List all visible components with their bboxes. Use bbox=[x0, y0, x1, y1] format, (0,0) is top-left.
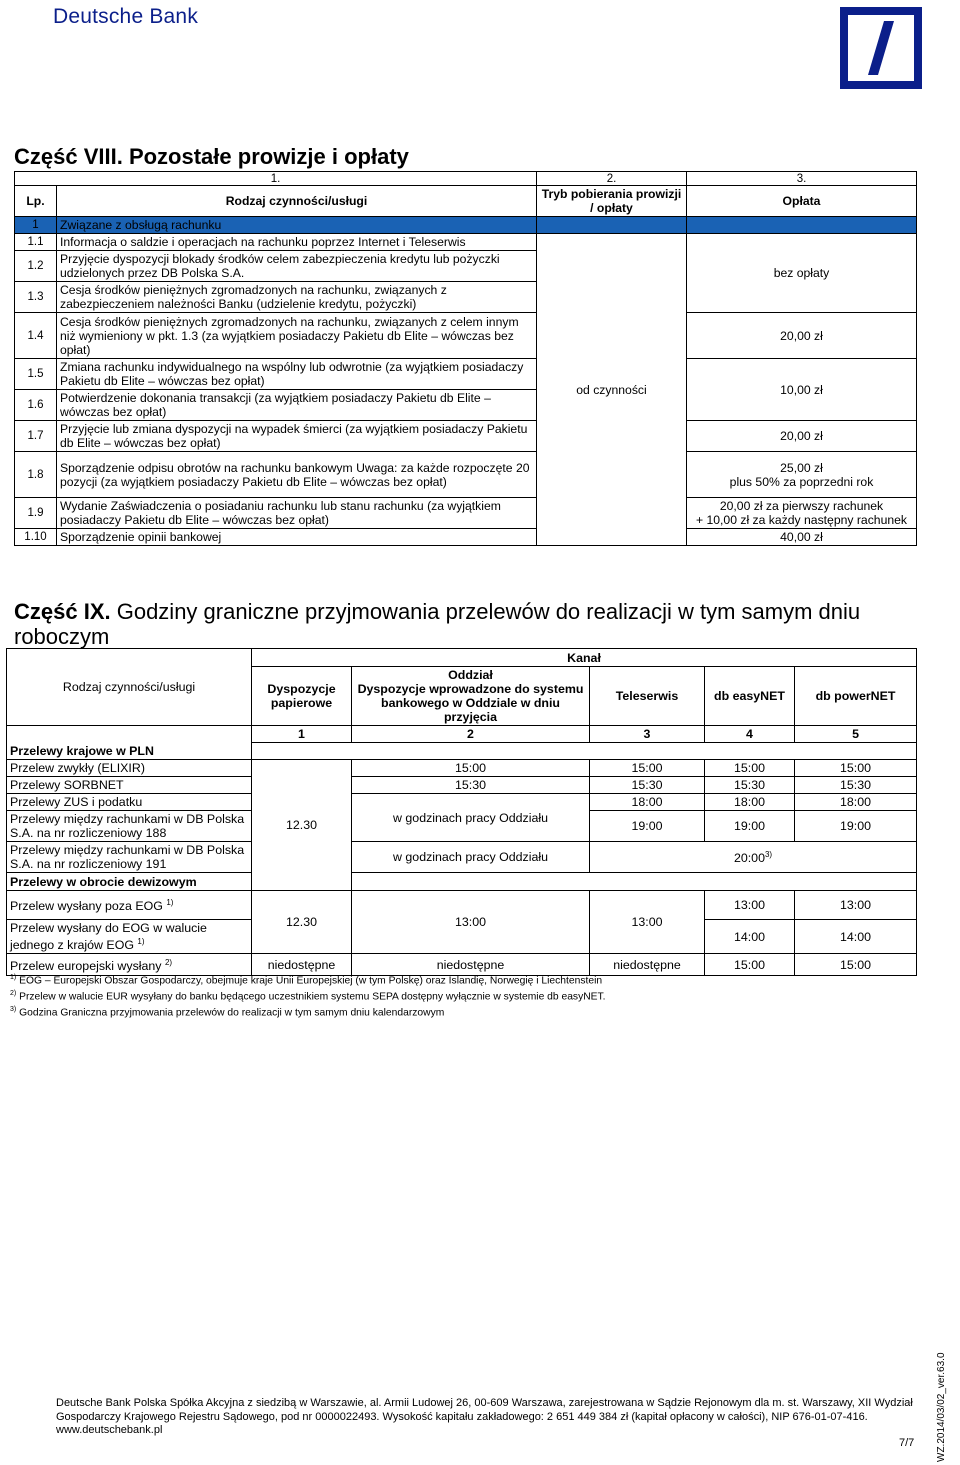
row-lp: 1.4 bbox=[15, 313, 57, 359]
time-cell: 19:00 bbox=[705, 811, 795, 842]
row-lp: 1.7 bbox=[15, 421, 57, 452]
col-num-2: 2. bbox=[537, 172, 687, 186]
table-row bbox=[15, 452, 917, 498]
header-branch-title: Oddział bbox=[448, 668, 493, 682]
row-label: Przelew europejski wysłany $^{2)}$ bbox=[7, 954, 252, 976]
table-row bbox=[15, 234, 917, 251]
cutoff-table bbox=[6, 648, 917, 976]
row-label: Przelew zwykły (ELIXIR) bbox=[7, 760, 252, 777]
fee-value: 40,00 zł bbox=[687, 529, 917, 546]
row-lp: 1.5 bbox=[15, 359, 57, 390]
fee-value: bez opłaty bbox=[687, 234, 917, 313]
header-branch-desc: Dyspozycje wprowadzone do systemu bankowego w Oddziale w dniu przyjęcia bbox=[357, 682, 584, 724]
paper-time: 12.30 bbox=[252, 760, 352, 891]
time-cell: 15:00 bbox=[705, 954, 795, 976]
time-cell: 14:00 bbox=[705, 920, 795, 954]
header-mode: Tryb pobierania prowizji / opłaty bbox=[537, 186, 687, 217]
table-row bbox=[7, 777, 917, 794]
footer-link[interactable]: www.deutschebank.pl bbox=[56, 1424, 163, 1436]
time-cell: 18:00 bbox=[705, 794, 795, 811]
table-row bbox=[15, 359, 917, 390]
group-name: Związane z obsługą rachunku bbox=[57, 217, 537, 234]
section-9-title-rest: Godziny graniczne przyjmowania przelewów do realizacji w tym samym dniu roboczym bbox=[14, 599, 861, 649]
row-label: Przelewy ZUS i podatku bbox=[7, 794, 252, 811]
section-9-title-lead: Część IX. bbox=[14, 599, 111, 624]
time-cell: 18:00 bbox=[590, 794, 705, 811]
row-name: Przyjęcie lub zmiana dyspozycji na wypadek śmierci (za wyjątkiem posiadaczy Pakietu db Elite – wówczas bez opłat) bbox=[57, 421, 537, 452]
time-cell: 15:00 bbox=[590, 760, 705, 777]
header-name: Rodzaj czynności/usługi bbox=[57, 186, 537, 217]
col-num: 5 bbox=[795, 726, 917, 743]
header-service: Rodzaj czynności/usługi bbox=[7, 649, 252, 726]
footnotes bbox=[10, 972, 606, 1020]
table-row bbox=[15, 529, 917, 546]
row-lp: 1.1 bbox=[15, 234, 57, 251]
row-lp: 1.3 bbox=[15, 282, 57, 313]
row-lp: 1.10 bbox=[15, 529, 57, 546]
footer-line: Gospodarczy Krajowego Rejestru Sądowego, pod nr 0000022493. Wysokość kapitału zakładowego: 2 651 449 384 zł (kapitał opłacony w całości), NIP 676-01-07-416. bbox=[56, 1410, 868, 1423]
time-cell: 15:00 bbox=[795, 760, 917, 777]
fee-value bbox=[687, 452, 917, 498]
time-cell: 15:30 bbox=[705, 777, 795, 794]
header-lp: Lp. bbox=[15, 186, 57, 217]
fee-value: 20,00 zł bbox=[687, 421, 917, 452]
branch-hours: w godzinach pracy Oddziału bbox=[352, 794, 590, 842]
column-number-row bbox=[15, 172, 917, 186]
time-cell: 19:00 bbox=[590, 811, 705, 842]
time-cell: 15:00 bbox=[705, 760, 795, 777]
time-cell: 13:00 bbox=[705, 891, 795, 920]
fee-line: + 10,00 zł za każdy następny rachunek bbox=[695, 513, 908, 527]
table-row bbox=[7, 794, 917, 811]
section-8-title: Część VIII. Pozostałe prowizje i opłaty bbox=[14, 144, 409, 169]
group-row bbox=[15, 217, 917, 234]
row-name: Wydanie Zaświadczenia o posiadaniu rachunku lub stanu rachunku (za wyjątkiem posiadaczy Pakietu db Elite – wówczas bez opłat) bbox=[57, 498, 537, 529]
header-powernet: db powerNET bbox=[795, 667, 917, 726]
time-cell: 19:00 bbox=[795, 811, 917, 842]
header-branch bbox=[352, 667, 590, 726]
col-num: 3 bbox=[590, 726, 705, 743]
header-fee: Opłata bbox=[687, 186, 917, 217]
table-row bbox=[15, 498, 917, 529]
row-label: Przelewy między rachunkami w DB Polska S.A. na nr rozliczeniowy 191 bbox=[7, 842, 252, 873]
time-cell: niedostępne bbox=[252, 954, 352, 976]
teleserwis-time: 13:00 bbox=[590, 891, 705, 954]
table-row bbox=[15, 421, 917, 452]
row-name: Cesja środków pieniężnych zgromadzonych na rachunku, związanych z celem innym niż wymieniony w pkt. 1.3 (za wyjątkiem posiadaczy Pakietu db Elite – wówczas bez opłat) bbox=[57, 313, 537, 359]
header-kanal: Kanał bbox=[252, 649, 917, 667]
row-label: Przelewy między rachunkami w DB Polska S.A. na nr rozliczeniowy 188 bbox=[7, 811, 252, 842]
mode-value: od czynności bbox=[537, 234, 687, 546]
header-paper: Dyspozycje papierowe bbox=[252, 667, 352, 726]
footer-line: Deutsche Bank Polska Spółka Akcyjna z siedzibą w Warszawie, al. Armii Ludowej 26, 00-609 Warszawa, zarejestrowana w Sądzie Rejonowym dla m. st. Warszawy, XII Wydział bbox=[56, 1397, 913, 1409]
row-name: Zmiana rachunku indywidualnego na wspólny lub odwrotnie (za wyjątkiem posiadaczy Pakietu db Elite – wówczas bez opłat) bbox=[57, 359, 537, 390]
time-cell: 15:00 bbox=[352, 760, 590, 777]
col-num: 1 bbox=[252, 726, 352, 743]
row-label: Przelew wysłany poza EOG $^{1)}$ bbox=[7, 891, 252, 920]
table-row bbox=[7, 760, 917, 777]
header-easynet: db easyNET bbox=[705, 667, 795, 726]
col-num-1: 1. bbox=[15, 172, 537, 186]
row-lp: 1.2 bbox=[15, 251, 57, 282]
table-row bbox=[7, 842, 917, 873]
footnote: $^{1)}$ EOG – Europejski Obszar Gospodarczy, obejmuje kraje Unii Europejskiej (w tym Polskę) oraz Islandię, Norwegię i Liechtenstein bbox=[10, 974, 603, 987]
fees-table bbox=[14, 171, 917, 546]
fee-line: plus 50% za poprzedni rok bbox=[729, 474, 874, 489]
document-code: WZ.2014/03/02_ver.63.0 bbox=[936, 1352, 947, 1462]
page-number: 7/7 bbox=[899, 1437, 915, 1449]
time-cell: 18:00 bbox=[795, 794, 917, 811]
row-name: Cesja środków pieniężnych zgromadzonych na rachunku, związanych z zabezpieczeniem należności Banku (udzielenie kredytu, pożyczki) bbox=[57, 282, 537, 313]
section-9-title bbox=[14, 599, 914, 649]
row-label: Przelew wysłany do EOG w walucie jednego z krajów EOG $^{1)}$ bbox=[7, 920, 252, 954]
table-row bbox=[7, 891, 917, 920]
deutsche-bank-logo bbox=[840, 7, 922, 89]
time-cell: 15:30 bbox=[590, 777, 705, 794]
fee-value: 20,00 zł bbox=[687, 313, 917, 359]
time-cell: 15:30 bbox=[795, 777, 917, 794]
row-label: Przelewy SORBNET bbox=[7, 777, 252, 794]
fee-value: 10,00 zł bbox=[687, 359, 917, 421]
col-num: 4 bbox=[705, 726, 795, 743]
branch-time: 13:00 bbox=[352, 891, 590, 954]
time-cell: niedostępne bbox=[590, 954, 705, 976]
bank-name: Deutsche Bank bbox=[53, 5, 199, 28]
branch-hours: w godzinach pracy Oddziału bbox=[352, 842, 590, 873]
group-mode-cell bbox=[537, 217, 687, 234]
row-name: Sporządzenie opinii bankowej bbox=[57, 529, 537, 546]
paper-time: 12.30 bbox=[252, 891, 352, 954]
time-cell: 20:00$^{3)}$ bbox=[590, 842, 917, 873]
logo-slash-icon bbox=[854, 21, 908, 75]
time-cell: 15:00 bbox=[795, 954, 917, 976]
header-teleserwis: Teleserwis bbox=[590, 667, 705, 726]
header-row bbox=[15, 186, 917, 217]
time-cell: 14:00 bbox=[795, 920, 917, 954]
row-lp: 1.8 bbox=[15, 452, 57, 498]
fee-value bbox=[687, 498, 917, 529]
fee-line: 20,00 zł za pierwszy rachunek bbox=[719, 499, 884, 513]
time-cell: 15:30 bbox=[352, 777, 590, 794]
group-lp: 1 bbox=[15, 217, 57, 234]
row-name: Przyjęcie dyspozycji blokady środków celem zabezpieczenia kredytu lub pożyczki udzielonych przez DB Polska S.A. bbox=[57, 251, 537, 282]
fee-line: 25,00 zł bbox=[780, 460, 823, 475]
foreign-title: Przelewy w obrocie dewizowym bbox=[7, 873, 252, 891]
footer bbox=[56, 1397, 916, 1438]
col-num-3: 3. bbox=[687, 172, 917, 186]
table-row bbox=[7, 873, 917, 891]
row-lp: 1.9 bbox=[15, 498, 57, 529]
row-lp: 1.6 bbox=[15, 390, 57, 421]
footnote: $^{3)}$ Godzina Graniczna przyjmowania przelewów do realizacji w tym samym dniu kalendarzowym bbox=[10, 1005, 445, 1019]
group-fee-cell bbox=[687, 217, 917, 234]
domestic-title: Przelewy krajowe w PLN bbox=[7, 726, 252, 760]
row-name: Informacja o saldzie i operacjach na rachunku poprzez Internet i Teleserwis bbox=[57, 234, 537, 251]
row-name: Potwierdzenie dokonania transakcji (za wyjątkiem posiadaczy Pakietu db Elite – wówczas bez opłat) bbox=[57, 390, 537, 421]
row-name: Sporządzenie odpisu obrotów na rachunku bankowym Uwaga: za każde rozpoczęte 20 pozycji (za wyjątkiem posiadaczy Pakietu db Elite – wówczas bez opłat) bbox=[57, 452, 537, 498]
footnote: $^{2)}$ Przelew w walucie EUR wysyłany do banku będącego uczestnikiem systemu SEPA dostępny wyłącznie w systemie db easyNET. bbox=[10, 989, 606, 1003]
table-row bbox=[15, 313, 917, 359]
col-num: 2 bbox=[352, 726, 590, 743]
time-cell: niedostępne bbox=[352, 954, 590, 976]
time-cell: 13:00 bbox=[795, 891, 917, 920]
